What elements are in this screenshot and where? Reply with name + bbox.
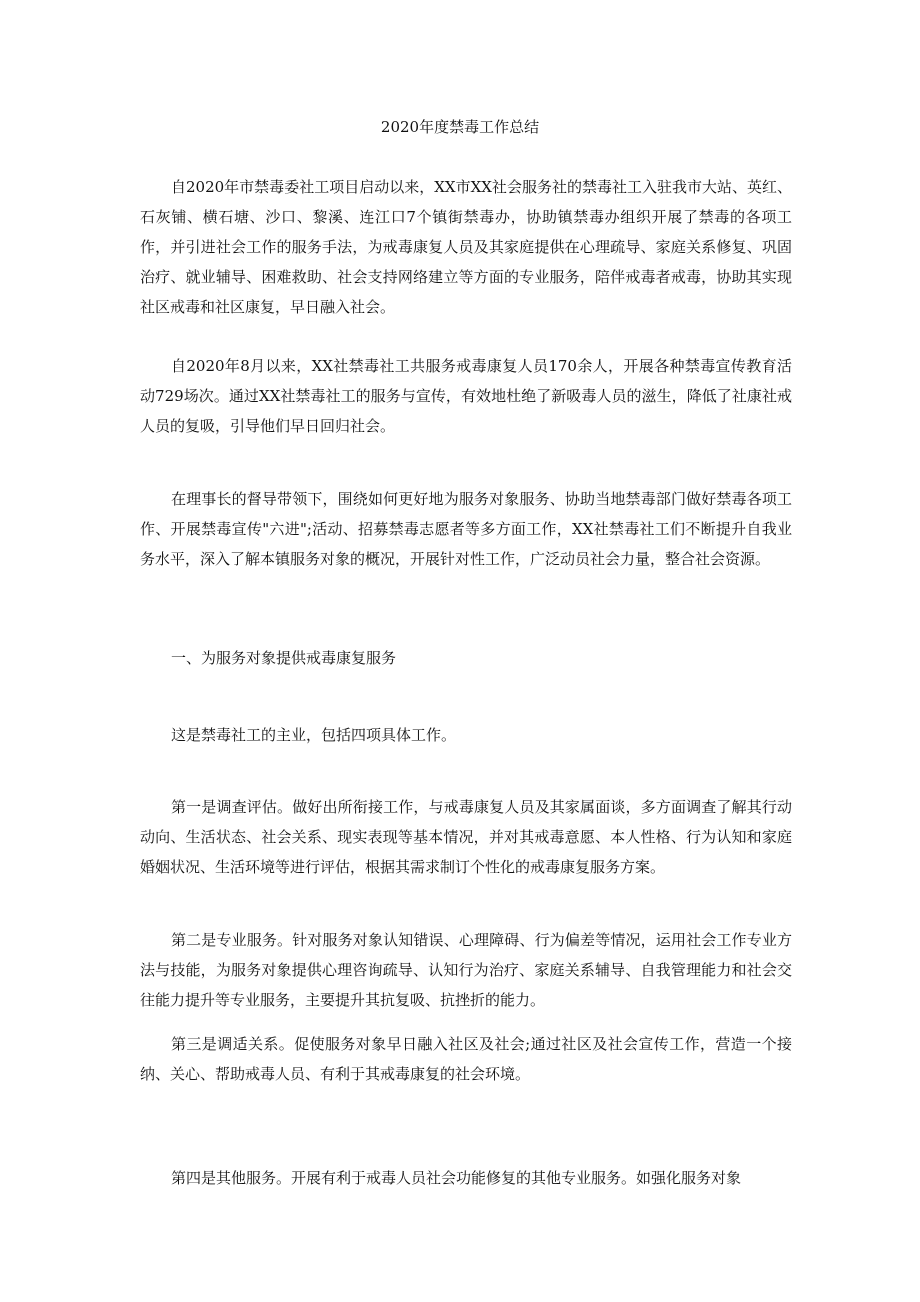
- paragraph-section-intro: 这是禁毒社工的主业，包括四项具体工作。: [171, 726, 457, 744]
- paragraph-statistics: 自2020年8月以来，XX社禁毒社工共服务戒毒康复人员170余人，开展各种禁毒宣传教育活动729场次。通过XX社禁毒社工的服务与宣传，有效地杜绝了新吸毒人员的滋生，降低了社康社戒人员的复吸，引导他们早日回归社会。: [140, 357, 792, 435]
- document-title: 2020年度禁毒工作总结: [380, 118, 540, 136]
- paragraph-item-three: 第三是调适关系。促使服务对象早日融入社区及社会;通过社区及社会宣传工作，营造一个接纳、关心、帮助戒毒人员、有利于其戒毒康复的社会环境。: [140, 1035, 792, 1083]
- section-heading: 一、为服务对象提供戒毒康复服务: [171, 649, 397, 667]
- paragraph-supervision: 在理事长的督导带领下，围绕如何更好地为服务对象服务、协助当地禁毒部门做好禁毒各项工作、开展禁毒宣传"六进";活动、招募禁毒志愿者等多方面工作，XX社禁毒社工们不断提升自我业务水平，深入了解本镇服务对象的概况，开展针对性工作，广泛动员社会力量，整合社会资源。: [140, 490, 792, 568]
- paragraph-item-four: 第四是其他服务。开展有利于戒毒人员社会功能修复的其他专业服务。如强化服务对象: [171, 1169, 742, 1187]
- paragraph-item-two: 第二是专业服务。针对服务对象认知错误、心理障碍、行为偏差等情况，运用社会工作专业方法与技能，为服务对象提供心理咨询疏导、认知行为治疗、家庭关系辅导、自我管理能力和社会交往能力提升等专业服务，主要提升其抗复吸、抗挫折的能力。: [140, 931, 792, 1009]
- paragraph-intro: 自2020年市禁毒委社工项目启动以来，XX市XX社会服务社的禁毒社工入驻我市大站、英红、石灰铺、横石塘、沙口、黎溪、连江口7个镇街禁毒办，协助镇禁毒办组织开展了禁毒的各项工作，并引进社会工作的服务手法，为戒毒康复人员及其家庭提供在心理疏导、家庭关系修复、巩固治疗、就业辅导、困难救助、社会支持网络建立等方面的专业服务，陪伴戒毒者戒毒，协助其实现社区戒毒和社区康复，早日融入社会。: [140, 178, 792, 316]
- paragraph-item-one: 第一是调查评估。做好出所衔接工作，与戒毒康复人员及其家属面谈，多方面调查了解其行动动向、生活状态、社会关系、现实表现等基本情况，并对其戒毒意愿、本人性格、行为认知和家庭婚姻状况、生活环境等进行评估，根据其需求制订个性化的戒毒康复服务方案。: [140, 798, 792, 876]
